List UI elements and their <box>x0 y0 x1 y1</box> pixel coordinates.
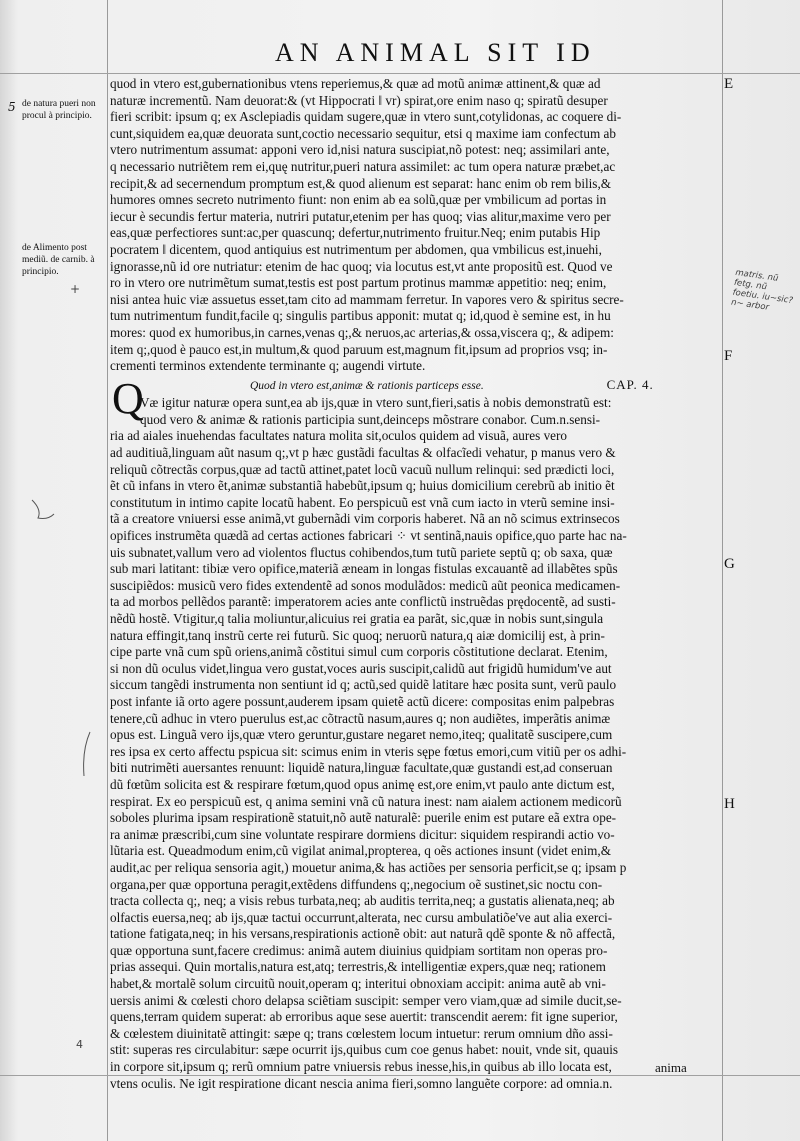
section-letter-e: E <box>724 76 734 92</box>
text-line: quæ opportuna sunt,facere credimus: animã autem diuinius quidpiam sortitam non operas pro- <box>110 942 608 958</box>
text-line: mores: quod ex humoribus,in carnes,venas q;,& neruos,ac arterias,& ossa,viscera q;, & adipem: <box>110 324 614 340</box>
pen-flourish-1 <box>30 496 56 526</box>
text-line: prias assequi. Quin mortalis,natura est,atq; terrestris,& intelligentiæ expers,quæ neq; rationem <box>110 959 606 975</box>
text-line: natura effingit,tanq instrũ certe rei futurũ. Sic quoq; neruorũ natura,q aiæ domicilij est, à prin- <box>110 627 605 643</box>
text-line: humores omnes secreto nutrimento fiunt: non enim ab ea solũ,quæ per vmbilicum ad portas in <box>110 192 607 208</box>
section-letter-g: G <box>724 556 735 572</box>
text-line: q necessario nutriẽtem rem ei,quę nutritur,pueri natura assimilet: ac tum opera naturæ præbet,ac <box>110 158 616 174</box>
text-line: ta ad morbos pellẽdos parantẽ: imperatorem acies ante conflictũ instruẽdas prędocentẽ, ad susti- <box>110 594 616 610</box>
text-line: nẽdũ hostẽ. Vtigitur,q talia moliuntur,alicuius rei gratia ea parãt, sic,quæ in nobis sunt,singula <box>110 611 604 626</box>
text-line: opus est. Linguã vero ijs,quæ vtero geruntur,gustare negaret nemo,iteq; qualitatẽ suscipere,cum <box>110 727 613 743</box>
text-line: cunt,siquidem ea,quæ deuorata sunt,coctio necessario sequitur, etsi q maxime iam confectum ab <box>110 125 616 141</box>
text-line: respirat. Ex eo perspicuũ est, q anima semini vnã cũ natura inest: nam aialem actionem medicorũ <box>110 793 622 809</box>
chapter-heading <box>110 377 720 395</box>
text-line: siccum tangẽdi instrumenta non sentiunt id q; actũ,sed quidẽ latitare hæc posita sunt, verũ paulo <box>110 677 617 693</box>
text-line: pocratem ‖ dicentem, quod antiquius est nutrimentum per abdomen, qua vmbilicus est,inuehi, <box>110 241 602 257</box>
text-line: uis subnatet,vallum vero ad violentos fluctus cohibendos,tum tutũ pariete septũ q; ob saxa, quæ <box>110 544 613 560</box>
text-line: ro in vtero ore nutrimẽtum sumat,testis est post partum protinus mammæ appetitio: neq; enim, <box>110 275 607 291</box>
text-line: constitutum in intimo capite locatũ habent. Eo perspicuũ est vnã cum iacto in vterũ semine insi- <box>110 494 615 510</box>
text-line: ẽt cũ infans in vtero ẽt,animæ substantiã habebũt,ipsum q; huius domicilium cerebrũ ab initio ẽt <box>110 478 615 494</box>
chapter-title: Quod in vtero est,animæ & rationis particeps esse. <box>250 379 484 392</box>
text-line: crementi terminos extendente terminante q; augendi virtute. <box>110 358 426 374</box>
section-letter-f: F <box>724 348 733 364</box>
text-line: soboles plurima ipsam respirationẽ statuit,nõ autẽ naturalẽ: puerile enim est putare eã extra ope- <box>110 810 617 826</box>
text-line: & cœlestem diuinitatẽ attingit: sæpe q; trans cœlestem locum intuetur: rerum omnium dño assi- <box>110 1025 613 1041</box>
text-line: recipit,& ad secernendum promptum est,& quod alienum est separat: hanc enim ob rem bilis,& <box>110 175 611 191</box>
drop-initial: Q <box>112 374 144 423</box>
paragraph-chapter <box>110 395 720 1092</box>
plus-mark: + <box>70 282 81 296</box>
marginal-note-natura: de natura pueri non procul à principio. <box>22 99 96 121</box>
text-line: naturæ incrementũ. Nam deuorat:& (vt Hippocrati ‖ vr) spirat,ore enim naso q; spiratũ desuper <box>110 92 608 108</box>
text-line: reliquũ cõtrectãs corpus,quæ ad tactũ attinet,patet locũ vacuũ nullum relinqui: sed prædicti loci, <box>110 461 615 477</box>
text-line: habet,& mortalẽ solum circuitũ nouit,operam q; interitui obnoxiam accipit: anima autẽ ab vni- <box>110 976 606 992</box>
text-line: quens,terram quidem superat: ab erroribus aque sese auertit: transcendit aerem: fit igne superior, <box>110 1009 618 1025</box>
text-line: audit,ac per reliqua sensoria agit,) mouetur anima,& has actiões per sensoria perficit,se q; ipsam p <box>110 859 627 875</box>
chapter-number: CAP. 4. <box>606 376 654 392</box>
pen-flourish-2 <box>76 730 96 780</box>
text-line: dũ fœtũm solicita est & respirare fœtum,quod opus animę est,ore enim,vt paulo ante dictum est, <box>110 776 615 792</box>
text-line: ad auditiuã,linguam aũt nasum q;,vt p hæc gustãdi facultas & olfacĩedi vehatur, p manus vero & <box>110 445 616 461</box>
text-line: suscipiẽdos: musicũ vero fides extendentẽ ad sonos modulãdos: medicũ aũt peonica medicamen- <box>110 577 621 593</box>
text-line: eas,quæ perfectiores sunt:ac,per quascunq; defertur,nutrimento fruitur.Neq; enim putabis Hip <box>110 225 601 241</box>
text-line: in corpore sit,ipsum q; rerũ omnium patre vniuersis rebus inesse,his,in quibus ab illo locata est, <box>110 1059 612 1075</box>
section-letter-h: H <box>724 796 735 812</box>
text-line: vtero nutrimentum assumat: apponi vero id,nisi natura suscipiat,nõ potest: neq; assimilari ante, <box>110 142 610 158</box>
text-line: stit: superas res circulabitur: sæpe ocurrit ijs,quibus cum coe genus habet: nouit, vnde sit, quauis <box>110 1042 618 1058</box>
text-line: post infante iã orto agere possunt,auderem ipsam quietẽ actũ dicere: compositas enim palpebras <box>110 693 615 709</box>
text-line: ignorasse,nũ id ore nutriatur: etenim de hac quoq; via locutus est,vt ante propositũ est. Quod ve <box>110 258 613 274</box>
text-line: res ipsa ex certo affectu pspicua sit: scimus enim in vteris sępe fœtus emori,cum vitiũ per os adhi- <box>110 743 627 759</box>
handwritten-annotation: matris. nũ fetg. nũ foetiu. iu~sic? n~ arbor <box>730 267 794 313</box>
text-line: ra animæ præscribi,cum sine voluntate respirare dormiens dicitur: siquidem respirandi actio vo- <box>110 826 615 842</box>
text-line: nisi antea huic viæ assuetus esset,tam cito ad mammam ferretur. In vapores vero & spiritus secre- <box>110 291 624 307</box>
text-line: lũtaria est. Queadmodum enim,cũ vigilat animal,propterea, q oẽs actiones insunt (videt enim,& <box>110 843 611 859</box>
text-line: opifices instrumẽta quædã ad certas actiones fabricari ⁘ vt sentinã,nauis opifice,quo parte hac na- <box>110 528 627 544</box>
text-line: item q;,quod è pauco est,in multum,& quod paruum est,magnum fit,ipsum ad proprios vsq; in- <box>110 341 608 357</box>
text-line: uersis animi & cœlesti choro delapsa sciẽtiam suscipit: semper vero viam,quæ ad simile ducit,se- <box>110 992 622 1008</box>
text-line: biti nutrimẽti auersantes renuunt: liquidẽ natura,linguæ facultate,quæ gustandi est,ad conseruan <box>110 760 613 776</box>
text-line: tracta collecta q;, neq; a visis rebus turbata,neq; ab auditis territa,neq; a gustatis alienata,neq; ab <box>110 893 615 909</box>
text-line: cipe parte vnã cum spũ oriens,animã cõstitui simul cum corporis cõstitutione declarat. Etenim, <box>110 644 608 660</box>
text-line: fieri scribit: ipsum q; ex Asclepiadis quidam sugere,quæ in vtero sunt,cotylidonas, ac coquere di- <box>110 109 622 125</box>
head-rule <box>0 73 800 74</box>
text-line: quod in vtero est,gubernationibus vtens reperiemus,& quæ ad motũ animæ attinent,& quæ ad <box>110 76 601 91</box>
text-line: tã a creatore vniuersi esse animã,vt gubernãdi vim corporis haberet. Nã an nõ scimus extrinsecos <box>110 511 620 527</box>
text-line: tatione fatigata,neq; in his versans,respirationis actionẽ obit: aut naturã qdẽ sponte & nõ affectã, <box>110 926 616 942</box>
margin-number: 5 <box>8 100 16 114</box>
margin-rule-right <box>722 0 723 1141</box>
running-head: AN ANIMAL SIT ID <box>275 38 596 67</box>
text-line: si non dũ oculus videt,lingua vero gustat,voces auris suscipit,calidũ aut frigidũ humidum've aut <box>110 660 612 676</box>
bottom-mark: 4 <box>76 1038 83 1051</box>
text-line: organa,per quæ opportuna peragit,extẽdens diffundens q;,negocium oẽ sustinet,sic noctu con- <box>110 876 603 892</box>
text-line: olfactis euersa,neq; ab ijs,quæ tactui occurrunt,alterata, nec cursu ambulatiõe've aut alia exerci- <box>110 909 613 925</box>
text-line: tum nutrimentum fundit,facile q; singulis partibus apponit: mutat q; id,quod è semine est, in hu <box>110 308 611 324</box>
text-line: iecur è secundis fertur materia, nutriri putatur,etenim per has quoq; vias alitur,maxime vero per <box>110 208 611 224</box>
catchword: anima <box>655 1060 687 1075</box>
text-line: quod vero & animæ & rationis participia sunt,deinceps mõstrare conabor. Cum.n.sensi- <box>140 411 601 427</box>
body-text <box>110 76 720 1092</box>
text-line: vtens oculis. Ne igit respiratione dicant nescia anima fieri,somno languẽte corpore: ad omnia.n. <box>110 1075 613 1091</box>
text-line: ria ad aiales inuehendas facultates natura molita sit,oculos quidem ad visuã, aures vero <box>110 428 568 444</box>
margin-rule-left <box>107 0 108 1141</box>
text-line: sub mari latitant: tibiæ vero opifice,materiã æneam in longas fistulas excauantẽ ad illabẽtes spũs <box>110 561 618 577</box>
paragraph-top <box>110 76 720 375</box>
marginal-note-alimento: de Alimento post mediũ. de carnib. à principio. <box>22 243 95 277</box>
text-line: tenere,cũ adhuc in vtero puerulus est,ac cõtractũ nasum,aures q; non audiẽtes, imperãtis animæ <box>110 710 611 726</box>
text-line: Væ igitur naturæ opera sunt,ea ab ijs,quæ in vtero sunt,fieri,satis à nobis demonstratũ est: <box>140 395 612 411</box>
